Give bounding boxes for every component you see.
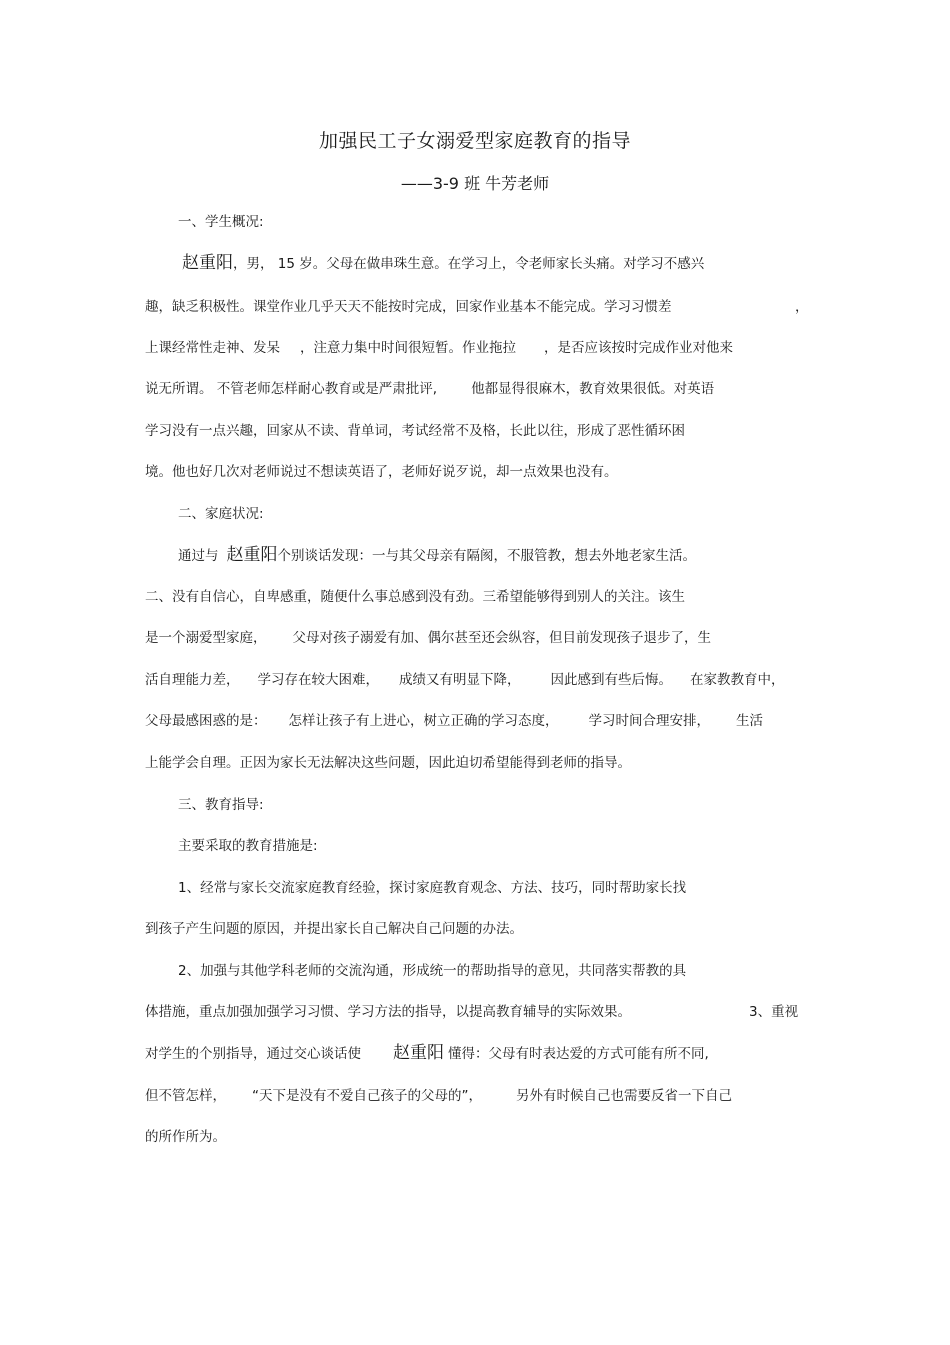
section3-p3-line-2c: 另外有时候自己也需要反省一下自己 bbox=[516, 1088, 732, 1104]
section1-line-2b: ， bbox=[795, 299, 809, 315]
section2-line-3b: 父母对孩子溺爱有加、偶尔甚至还会纵容，但目前发现孩子退步了，生 bbox=[292, 630, 711, 646]
section1-line-3 bbox=[145, 337, 805, 359]
section2-heading: 二、家庭状况: bbox=[178, 506, 264, 522]
section2-line-4d: 因此感到有些后悔。 bbox=[550, 672, 672, 688]
student-name: 赵重阳 bbox=[182, 253, 233, 273]
section1-heading: 一、学生概况: bbox=[178, 214, 264, 230]
section3-p2-line-2a: 体措施，重点加强加强学习习惯、学习方法的指导，以提高教育辅导的实际效果。 bbox=[145, 1004, 631, 1020]
section1-line-5: 学习没有一点兴趣，回家从不读、背单词，考试经常不及格，长此以往，形成了恶性循环困 bbox=[145, 423, 685, 439]
section3-p1-line-2: 到孩子产生问题的原因，并提出家长自己解决自己问题的办法。 bbox=[145, 921, 523, 937]
section2-line-4c: 成绩又有明显下降， bbox=[399, 672, 521, 688]
section1-line-3b: ，注意力集中时间很短暂。作业拖拉 bbox=[300, 340, 516, 356]
section1-line-1 bbox=[182, 252, 805, 275]
section3-p2-line-2 bbox=[145, 1001, 805, 1023]
section2-line-4b: 学习存在较大困难， bbox=[257, 672, 379, 688]
section3-intro: 主要采取的教育措施是: bbox=[178, 838, 318, 854]
document-title: 加强民工子女溺爱型家庭教育的指导 bbox=[318, 130, 631, 152]
document-subtitle: ——3-9 班 牛芳老师 bbox=[400, 174, 550, 193]
section2-line-5 bbox=[145, 710, 805, 732]
section3-p3-line-2a: 但不管怎样， bbox=[145, 1088, 226, 1104]
section1-line-3c: ，是否应该按时完成作业对他来 bbox=[544, 340, 733, 356]
section1-line-4a: 说无所谓。 不管老师怎样耐心教育或是严肃批评, bbox=[145, 381, 438, 397]
section2-line-4a: 活自理能力差， bbox=[145, 672, 240, 688]
section2-line-5d: 生活 bbox=[736, 713, 763, 729]
section3-p3-line-1a: 对学生的个别指导，通过交心谈话使 bbox=[145, 1046, 361, 1062]
section2-line-1b: 个别谈话发现：一与其父母亲有隔阂，不服管教，想去外地老家生活。 bbox=[277, 548, 696, 564]
student-name-2: 赵重阳 bbox=[226, 545, 278, 565]
section3-p3-line-3: 的所作所为。 bbox=[145, 1129, 226, 1145]
section3-p3-line-2 bbox=[145, 1085, 805, 1107]
section2-line-6: 上能学会自理。正因为家长无法解决这些问题，因此迫切希望能得到老师的指导。 bbox=[145, 755, 631, 771]
section2-line-5c: 学习时间合理安排， bbox=[588, 713, 710, 729]
section2-line-4e: 在家教教育中， bbox=[690, 672, 785, 688]
section3-p1-line-1: 1、经常与家长交流家庭教育经验，探讨家庭教育观念、方法、技巧，同时帮助家长找 bbox=[178, 880, 687, 896]
section1-line-4b: 他都显得很麻木，教育效果很低。对英语 bbox=[471, 381, 715, 397]
section3-p3-line-1 bbox=[145, 1042, 805, 1065]
section3-p2-line-2b: 3、重视 bbox=[749, 1004, 799, 1020]
student-name-3: 赵重阳 bbox=[393, 1043, 444, 1063]
section2-line-5a: 父母最感困惑的是： bbox=[145, 713, 267, 729]
section3-p3-line-1b: 懂得：父母有时表达爱的方式可能有所不同, bbox=[448, 1046, 709, 1062]
section3-p3-line-2b: “天下是没有不爱自己孩子的父母的”， bbox=[252, 1088, 482, 1104]
section3-heading: 三、教育指导: bbox=[178, 797, 264, 813]
section1-line-6: 境。他也好几次对老师说过不想读英语了，老师好说歹说，却一点效果也没有。 bbox=[145, 464, 618, 480]
section1-line-4 bbox=[145, 378, 805, 400]
section1-line-3a: 上课经常性走神、发呆 bbox=[145, 340, 280, 356]
section1-line-1-text: ，男， 15 岁。父母在做串珠生意。在学习上，令老师家长头痛。对学习不感兴 bbox=[233, 256, 705, 272]
section2-line-3 bbox=[145, 627, 805, 649]
section2-line-4 bbox=[145, 669, 805, 691]
section1-line-2a: 趣，缺乏积极性。课堂作业几乎天天不能按时完成，回家作业基本不能完成。学习习惯差 bbox=[145, 299, 672, 315]
section2-line-1 bbox=[178, 544, 805, 567]
section2-line-2: 二、没有自信心，自卑感重，随便什么事总感到没有劲。三希望能够得到别人的关注。该生 bbox=[145, 589, 685, 605]
section2-line-1a: 通过与 bbox=[178, 548, 219, 564]
section2-line-5b: 怎样让孩子有上进心，树立正确的学习态度， bbox=[288, 713, 559, 729]
section2-line-3a: 是一个溺爱型家庭， bbox=[145, 630, 267, 646]
section1-line-2 bbox=[145, 296, 809, 318]
section3-p2-line-1: 2、加强与其他学科老师的交流沟通，形成统一的帮助指导的意见，共同落实帮教的具 bbox=[178, 963, 687, 979]
